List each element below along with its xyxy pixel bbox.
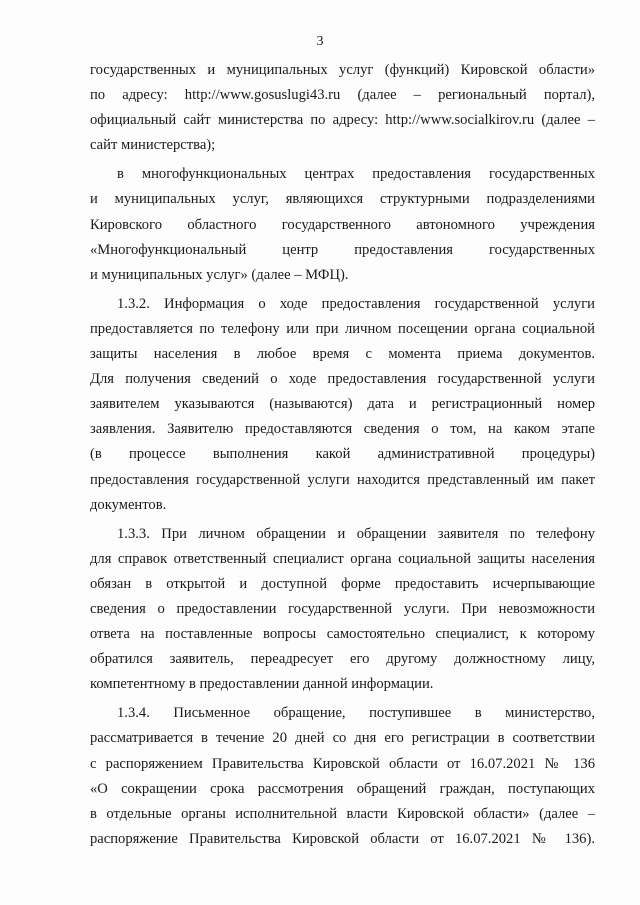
page-number: 3 xyxy=(316,34,324,49)
text-line: документов. xyxy=(90,496,167,513)
text-line: заявления. Заявителю предоставляются сведения о том, на каком этапе xyxy=(90,421,595,438)
text-line: 1.3.3. При личном обращении и обращении заявителя по телефону xyxy=(117,525,595,542)
text-line: предоставления государственной услуги находится представленный им пакет xyxy=(90,471,595,488)
text-line: по адресу: http://www.gosuslugi43.ru (далее – региональный портал), xyxy=(90,87,595,104)
text-line: компетентному в предоставлении данной информации. xyxy=(90,676,434,693)
text-line: защиты населения в любое время с момента приема документов. xyxy=(90,346,595,363)
text-line: (в процессе выполнения какой административной процедуры) xyxy=(90,446,595,463)
text-line: сайт министерства); xyxy=(90,137,216,154)
text-line: обратился заявитель, переадресует его другому должностному лицу, xyxy=(90,651,595,668)
text-line: сведения о предоставлении государственной услуги. При невозможности xyxy=(90,600,595,617)
text-line: Для получения сведений о ходе предоставления государственной услуги xyxy=(90,371,595,388)
text-line: государственных и муниципальных услуг (функций) Кировской области» xyxy=(90,62,595,78)
text-line: в отдельные органы исполнительной власти Кировской области» (далее – xyxy=(90,805,595,822)
text-line: и муниципальных услуг» (далее – МФЦ). xyxy=(90,266,349,283)
text-line: «Многофункциональный центр предоставления государственных xyxy=(90,241,595,258)
text-line: для справок ответственный специалист органа социальной защиты населения xyxy=(90,550,595,567)
text-line: обязан в открытой и доступной форме предоставить исчерпывающие xyxy=(90,575,595,592)
text-line: распоряжение Правительства Кировской области от 16.07.2021 № 136). xyxy=(90,830,595,847)
text-line: с распоряжением Правительства Кировской области от 16.07.2021 № 136 xyxy=(90,755,595,772)
text-line: заявителем указываются (называются) дата и регистрационный номер xyxy=(90,396,595,413)
text-line: 1.3.2. Информация о ходе предоставления государственной услуги xyxy=(117,295,595,312)
text-line: 1.3.4. Письменное обращение, поступившее в министерство, xyxy=(117,705,595,722)
text-line: Кировского областного государственного автономного учреждения xyxy=(90,216,595,233)
text-line: ответа на поставленные вопросы самостоятельно специалист, к которому xyxy=(90,626,595,643)
document-body xyxy=(90,58,595,852)
text-line: в многофункциональных центрах предоставления государственных xyxy=(117,166,595,183)
text-line: и муниципальных услуг, являющихся структурными подразделениями xyxy=(90,191,595,208)
text-line: предоставляется по телефону или при личном посещении органа социальной xyxy=(90,320,595,337)
text-line: официальный сайт министерства по адресу: http://www.socialkirov.ru (далее – xyxy=(90,112,595,129)
text-line: «О сокращении срока рассмотрения обращений граждан, поступающих xyxy=(90,780,595,797)
text-line: рассматривается в течение 20 дней со дня его регистрации в соответствии xyxy=(90,730,595,747)
